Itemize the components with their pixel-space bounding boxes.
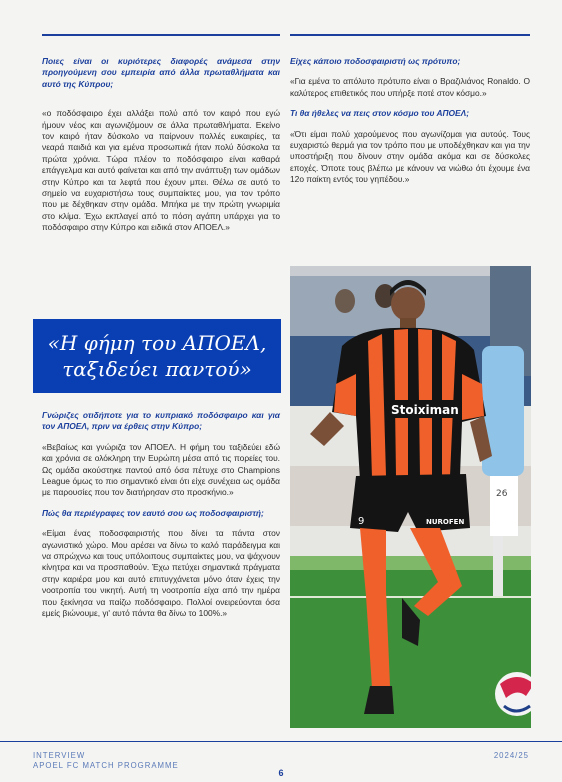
- opponent-number: 26: [496, 489, 508, 499]
- answer-1: «ο ποδόσφαιρο έχει αλλάξει πολύ από τον καιρό που εγώ ήμουν νέος και αγωνιζόμουν σε άλλα πρωταθλήματα. Εκείνο τον καιρό ήταν δύσκολο να παίρνουν πολλές ευκαιρίες, τα νεαρά παιδιά και για εμένα προσωπικά ήταν πολύ δύσκολα τα πρώτα χρόνια. Τώρα πλέον το ποδόσφαιρο είναι καθαρά επάγγελμα και αυτό φαίνεται και από την ανάπτυξη των ομάδων στην Κύπρο και τα λεφτά που έχουν μπει. Θέλω σε αυτό το σημείο να ευχαριστήσω τους συμπαίκτες μου, για τον τρόπο που με δέχθηκαν στην ομάδα. Μπήκα με την πρώτη γνωριμία στο κλίμα. Έχω εκπλαγεί από το πόση αγάπη υπάρχει για το ποδόσφαιρο στην Κύπρο και ειδικά στον ΑΠΟΕΛ.»: [42, 108, 280, 233]
- question-2: Γνώριζες οτιδήποτε για το κυπριακό ποδόσφαιρο και για τον ΑΠΟΕΛ, πριν να έρθεις στην Κύπρο;: [42, 410, 280, 432]
- pull-quote-box: [33, 319, 281, 393]
- footer-rule: [0, 741, 562, 742]
- left-column-lower: [42, 410, 280, 629]
- shirt-sponsor: Stoiximan: [391, 403, 459, 417]
- answer-3: «Είμαι ένας ποδοσφαιριστής που δίνει τα πάντα στον αγωνιστικό χώρο. Μου αρέσει να δίνω το καλό παράδειγμα και να σπρώχνω και τους υπόλοιπους συμπαίκτες μου, να ψάχνουν κίνητρα και να προσπαθούν. Έχω πετύχει σημαντικά πράγματα στην καριέρα μου και αυτό επιτυγχάνεται μόνο όταν έχεις την νοοτροπία του νικητή. Αυτή τη νοοτροπία είχα από την ημέρα που ξεκίνησα να παίζω ποδόσφαιρο. Πολλοί ονειρεύονται όσα εμείς βιώνουμε, γι' αυτό πάντα θα δίνω το 100%.»: [42, 528, 280, 619]
- pull-quote: «Η φήμη του ΑΠΟΕΛ, ταξιδεύει παντού»: [47, 331, 267, 381]
- top-rule-left: [42, 34, 280, 36]
- question-3: Πώς θα περιέγραφες τον εαυτό σου ως ποδοσφαιριστή;: [42, 507, 264, 518]
- answer-4: «Για εμένα το απόλυτο πρότυπο είναι ο Βραζιλιάνος Ronaldo. Ο καλύτερος επιθετικός που υπήρξε ποτέ στον κόσμο.»: [290, 76, 530, 98]
- shorts-number: 9: [358, 516, 365, 527]
- right-column: [290, 56, 530, 195]
- footer-season: 2024/25: [493, 751, 529, 760]
- answer-2: «Βεβαίως και γνώριζα τον ΑΠΟΕΛ. Η φήμη του ταξιδεύει εδώ και χρόνια σε ολόκληρη την Ευρώπη μέσα από τις πορείες του. Ως ομάδα ακούστηκε παντού από όσα πέτυχε στο Champions League όμως το πιο σημαντικό είναι ότι είχε συνέχεια ως ομάδα με παρουσίες που τον διατήρησαν στο προσκήνιο.»: [42, 441, 280, 498]
- footer-programme: APOEL FC MATCH PROGRAMME: [33, 761, 179, 770]
- footer-section: INTERVIEW: [33, 751, 86, 760]
- question-5: Τι θα ήθελες να πεις στον κόσμο του ΑΠΟΕΛ;: [290, 108, 470, 119]
- player-photo-illustration: [290, 266, 531, 728]
- player-photo: [290, 266, 531, 728]
- question-1: Ποιες είναι οι κυριότερες διαφορές ανάμεσα στην προηγούμενη σου εμπειρία από άλλα πρωταθλήματα και αυτό της Κύπρου;: [42, 56, 280, 89]
- top-rule-right: [290, 34, 530, 36]
- left-column: [42, 56, 280, 243]
- answer-5: «Ότι είμαι πολύ χαρούμενος που αγωνίζομαι για αυτούς. Τους ευχαριστώ θερμά για τον τρόπο που με υποδέχθηκαν και για την υποστήριξη που δίνουν στην ομάδα ακόμα και σε δύσκολες εποχές. Όποτε τους βλέπω με κάνουν να νιώθω ότι έχουμε ένα 12ο παίκτη εντός του γηπέδου.»: [290, 128, 530, 185]
- shorts-sponsor: NUROFEN: [426, 518, 465, 526]
- question-4: Είχες κάποιο ποδοσφαιριστή ως πρότυπο;: [290, 56, 461, 66]
- page-number: 6: [278, 768, 284, 778]
